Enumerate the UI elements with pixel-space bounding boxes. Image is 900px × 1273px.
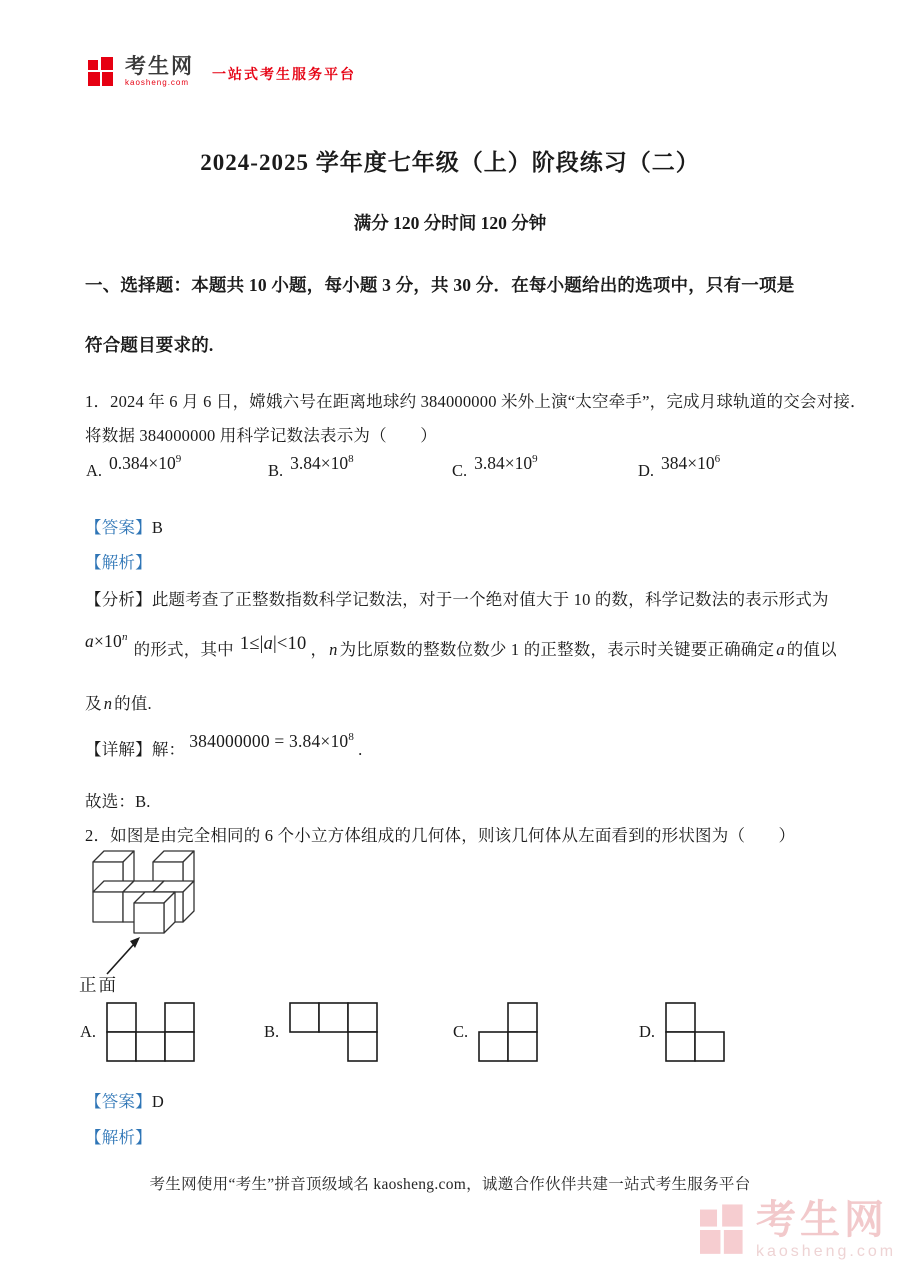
- logo-domain-text: kaosheng.com: [125, 78, 190, 87]
- exam-subtitle: 满分 120 分时间 120 分钟: [353, 213, 547, 233]
- detail-label: 【详解】: [85, 740, 152, 759]
- option-a-figure: [105, 1001, 196, 1063]
- formula-abs-bound: 1≤|a|<10: [239, 634, 307, 654]
- fenxi-label: 【分析】: [85, 590, 152, 609]
- q1-option-d: D. $384\times 10^6$: [638, 453, 721, 480]
- q1-conclusion-line: 故选：B.: [85, 792, 151, 811]
- q2-option-d: D.: [639, 1000, 726, 1064]
- q1-fenxi-line: 【分析】此题考查了正整数指数科学记数法，对于一个绝对值大于 10 的数，科学记数法的表示形式为: [85, 590, 829, 609]
- q1-detail-line: 【详解】解： $384000000 = 3.84\times 10^8$.: [85, 731, 363, 759]
- q1-analysis-tag-line: [85, 549, 825, 573]
- answer-tag: 【答案】: [85, 1092, 152, 1111]
- watermark-domain-text: kaosheng.com: [756, 1243, 897, 1260]
- exam-title: 2024-2025 学年度七年级（上）阶段练习（二）: [200, 150, 700, 175]
- q2-options-row: [0, 1000, 900, 1066]
- q2-option-b: B.: [264, 1000, 379, 1064]
- q1-options-row: [0, 453, 900, 502]
- logo-tagline: 一站式考生服务平台: [212, 66, 356, 82]
- q1-option-b: B. $3.84\times 10^8$: [268, 453, 354, 480]
- q1-option-c: C. $3.84\times 10^9$: [452, 453, 538, 480]
- q2-answer-line: [85, 1088, 825, 1112]
- option-c-figure: [477, 1001, 539, 1063]
- q2-option-c: C.: [453, 1000, 539, 1064]
- watermark-logo-icon: [700, 1204, 746, 1256]
- watermark-text: [756, 1200, 896, 1260]
- footer-text: 考生网使用“考生”拼音顶级域名 kaosheng.com，诚邀合作伙伴共建一站式考生服务平台: [149, 1176, 751, 1193]
- q2-text-line: 2．如图是由完全相同的 6 个小立方体组成的几何体，则该几何体从左面看到的形状图为（ ）: [85, 826, 796, 845]
- front-view-label: 正面: [79, 975, 118, 995]
- q1-formula-line1: $a\times 10^n$的形式，其中 1≤|a|<10 ， n 为比原数的整数位数少 1 的正整数，表示时关键要正确确定 a 的值以: [85, 631, 837, 659]
- formula-384000000: $384000000 = 3.84\times 10^8$: [189, 731, 355, 751]
- q1-formula-line2: 及 n 的值.: [85, 694, 152, 713]
- cube-stack-figure: [79, 846, 295, 1001]
- q1-answer-value: B: [151, 518, 164, 537]
- section-heading-line2: 符合题目要求的.: [85, 335, 214, 355]
- option-d-figure: [664, 1001, 726, 1063]
- site-logo: [88, 56, 356, 87]
- section-heading-line1: 一、选择题：本题共 10 小题，每小题 3 分，共 30 分．在每小题给出的选项中，只有一项是: [85, 275, 795, 295]
- option-b-figure: [288, 1001, 379, 1063]
- answer-tag: 【答案】: [85, 518, 152, 537]
- kaosheng-logo-icon: [88, 57, 115, 87]
- q2-analysis-tag-line: [85, 1124, 825, 1148]
- formula-a-times-10n: $a\times 10^n$: [85, 631, 128, 651]
- analysis-tag: 【解析】: [85, 553, 152, 572]
- q1-text-line1: 1．2024 年 6 月 6 日，嫦娥六号在距离地球约 384000000 米外上演“太空牵手”，完成月球轨道的交会对接．: [85, 392, 867, 411]
- watermark-logo: [700, 1200, 896, 1260]
- q1-text-line2: 将数据 384000000 用科学记数法表示为（ ）: [85, 426, 437, 445]
- logo-text: [125, 56, 194, 87]
- logo-brand-text: 考生网: [125, 55, 194, 78]
- q1-answer-line: [85, 514, 825, 538]
- watermark-brand-text: 考生网: [756, 1198, 888, 1242]
- analysis-tag: 【解析】: [85, 1128, 152, 1147]
- q1-option-a: A. $0.384\times 10^9$: [86, 453, 182, 480]
- q2-answer-value: D: [151, 1092, 164, 1111]
- q2-option-a: A.: [80, 1000, 196, 1064]
